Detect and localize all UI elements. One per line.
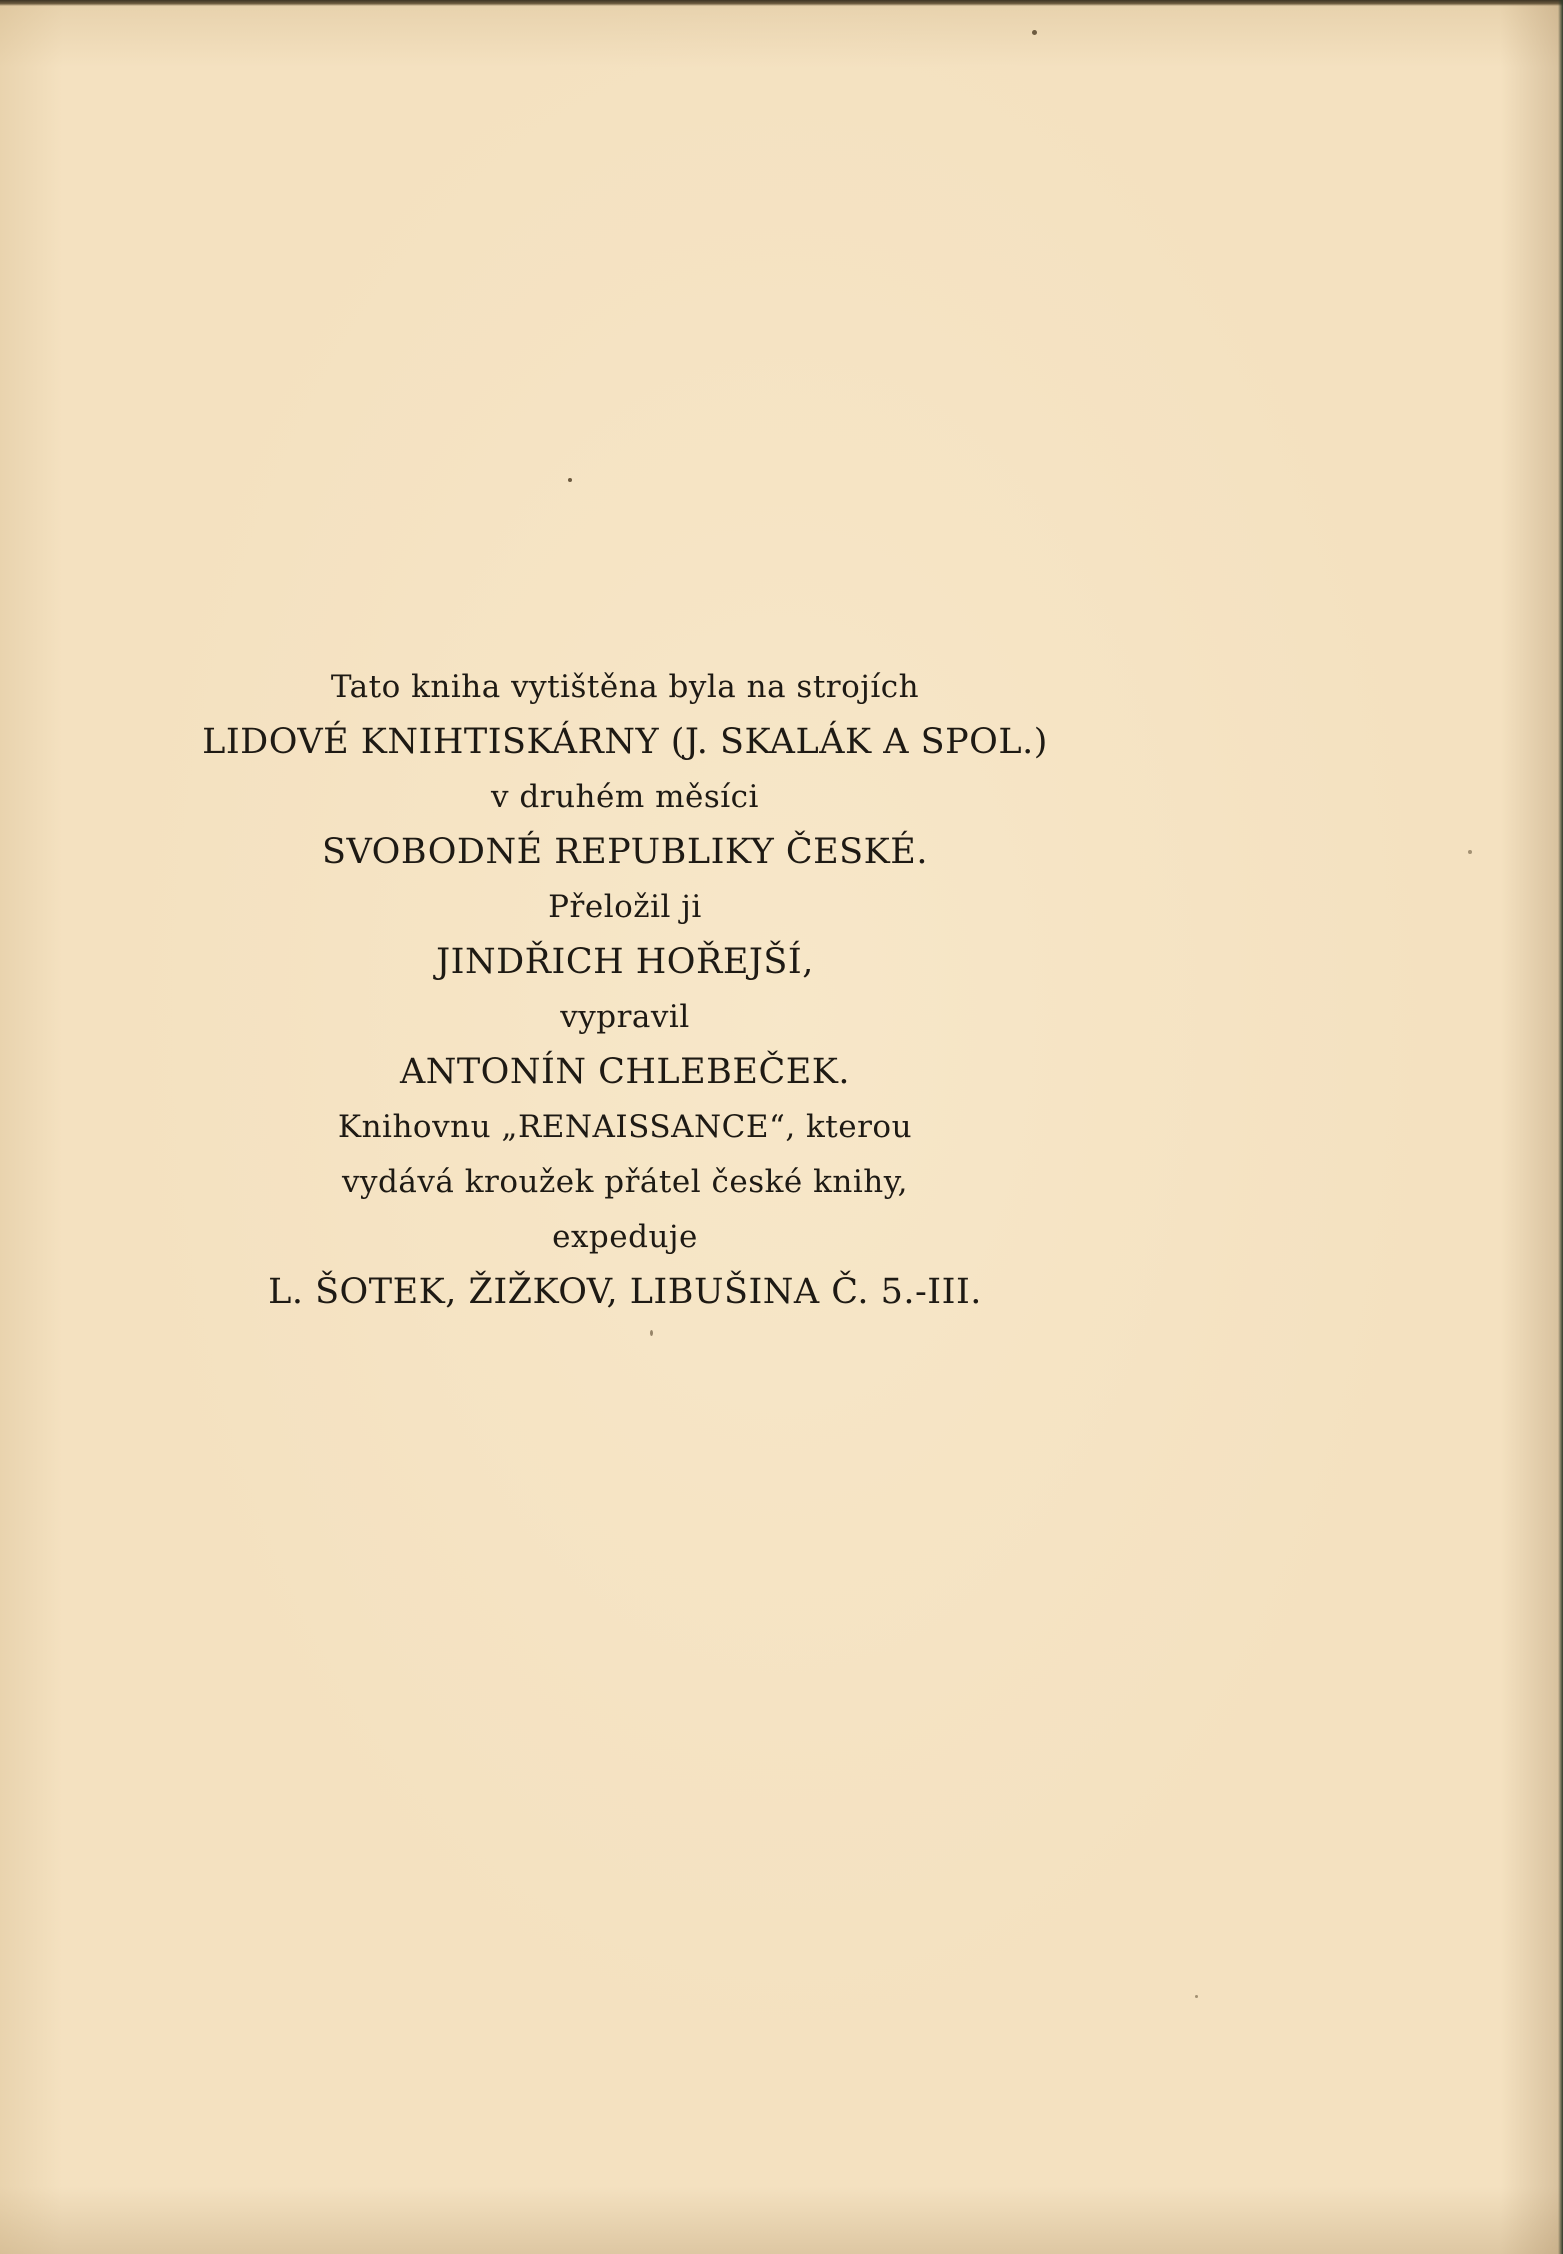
colophon-line-translator: JINDŘICH HOŘEJŠÍ, xyxy=(436,942,814,982)
colophon-line-designer: ANTONÍN CHLEBEČEK. xyxy=(399,1052,851,1092)
paper-speck xyxy=(1032,30,1037,35)
paper-speck xyxy=(1195,1995,1198,1998)
colophon-line-printer: LIDOVÉ KNIHTISKÁRNY (J. SKALÁK A SPOL.) xyxy=(202,722,1048,762)
colophon xyxy=(150,660,1100,1320)
paper-speck xyxy=(650,1330,653,1336)
colophon-line-republic: SVOBODNÉ REPUBLIKY ČESKÉ. xyxy=(322,832,928,872)
page-right-edge xyxy=(1558,0,1563,2254)
paper-speck xyxy=(568,478,572,482)
colophon-line-designed: vypravil xyxy=(560,999,690,1035)
page-top-edge xyxy=(0,0,1563,6)
colophon-line-translated: Přeložil ji xyxy=(548,889,702,925)
colophon-line-distributes: expeduje xyxy=(552,1219,698,1255)
colophon-line-library: Knihovnu „RENAISSANCE“, kterou xyxy=(337,1109,913,1145)
colophon-line-publisher: vydává kroužek přátel české knihy, xyxy=(342,1164,908,1200)
colophon-line-month: v druhém měsíci xyxy=(491,779,759,815)
colophon-line-distributor: L. ŠOTEK, ŽIŽKOV, LIBUŠINA Č. 5.-III. xyxy=(268,1272,982,1312)
paper-speck xyxy=(1468,850,1472,854)
colophon-line-printed: Tato kniha vytištěna byla na strojích xyxy=(330,669,920,705)
